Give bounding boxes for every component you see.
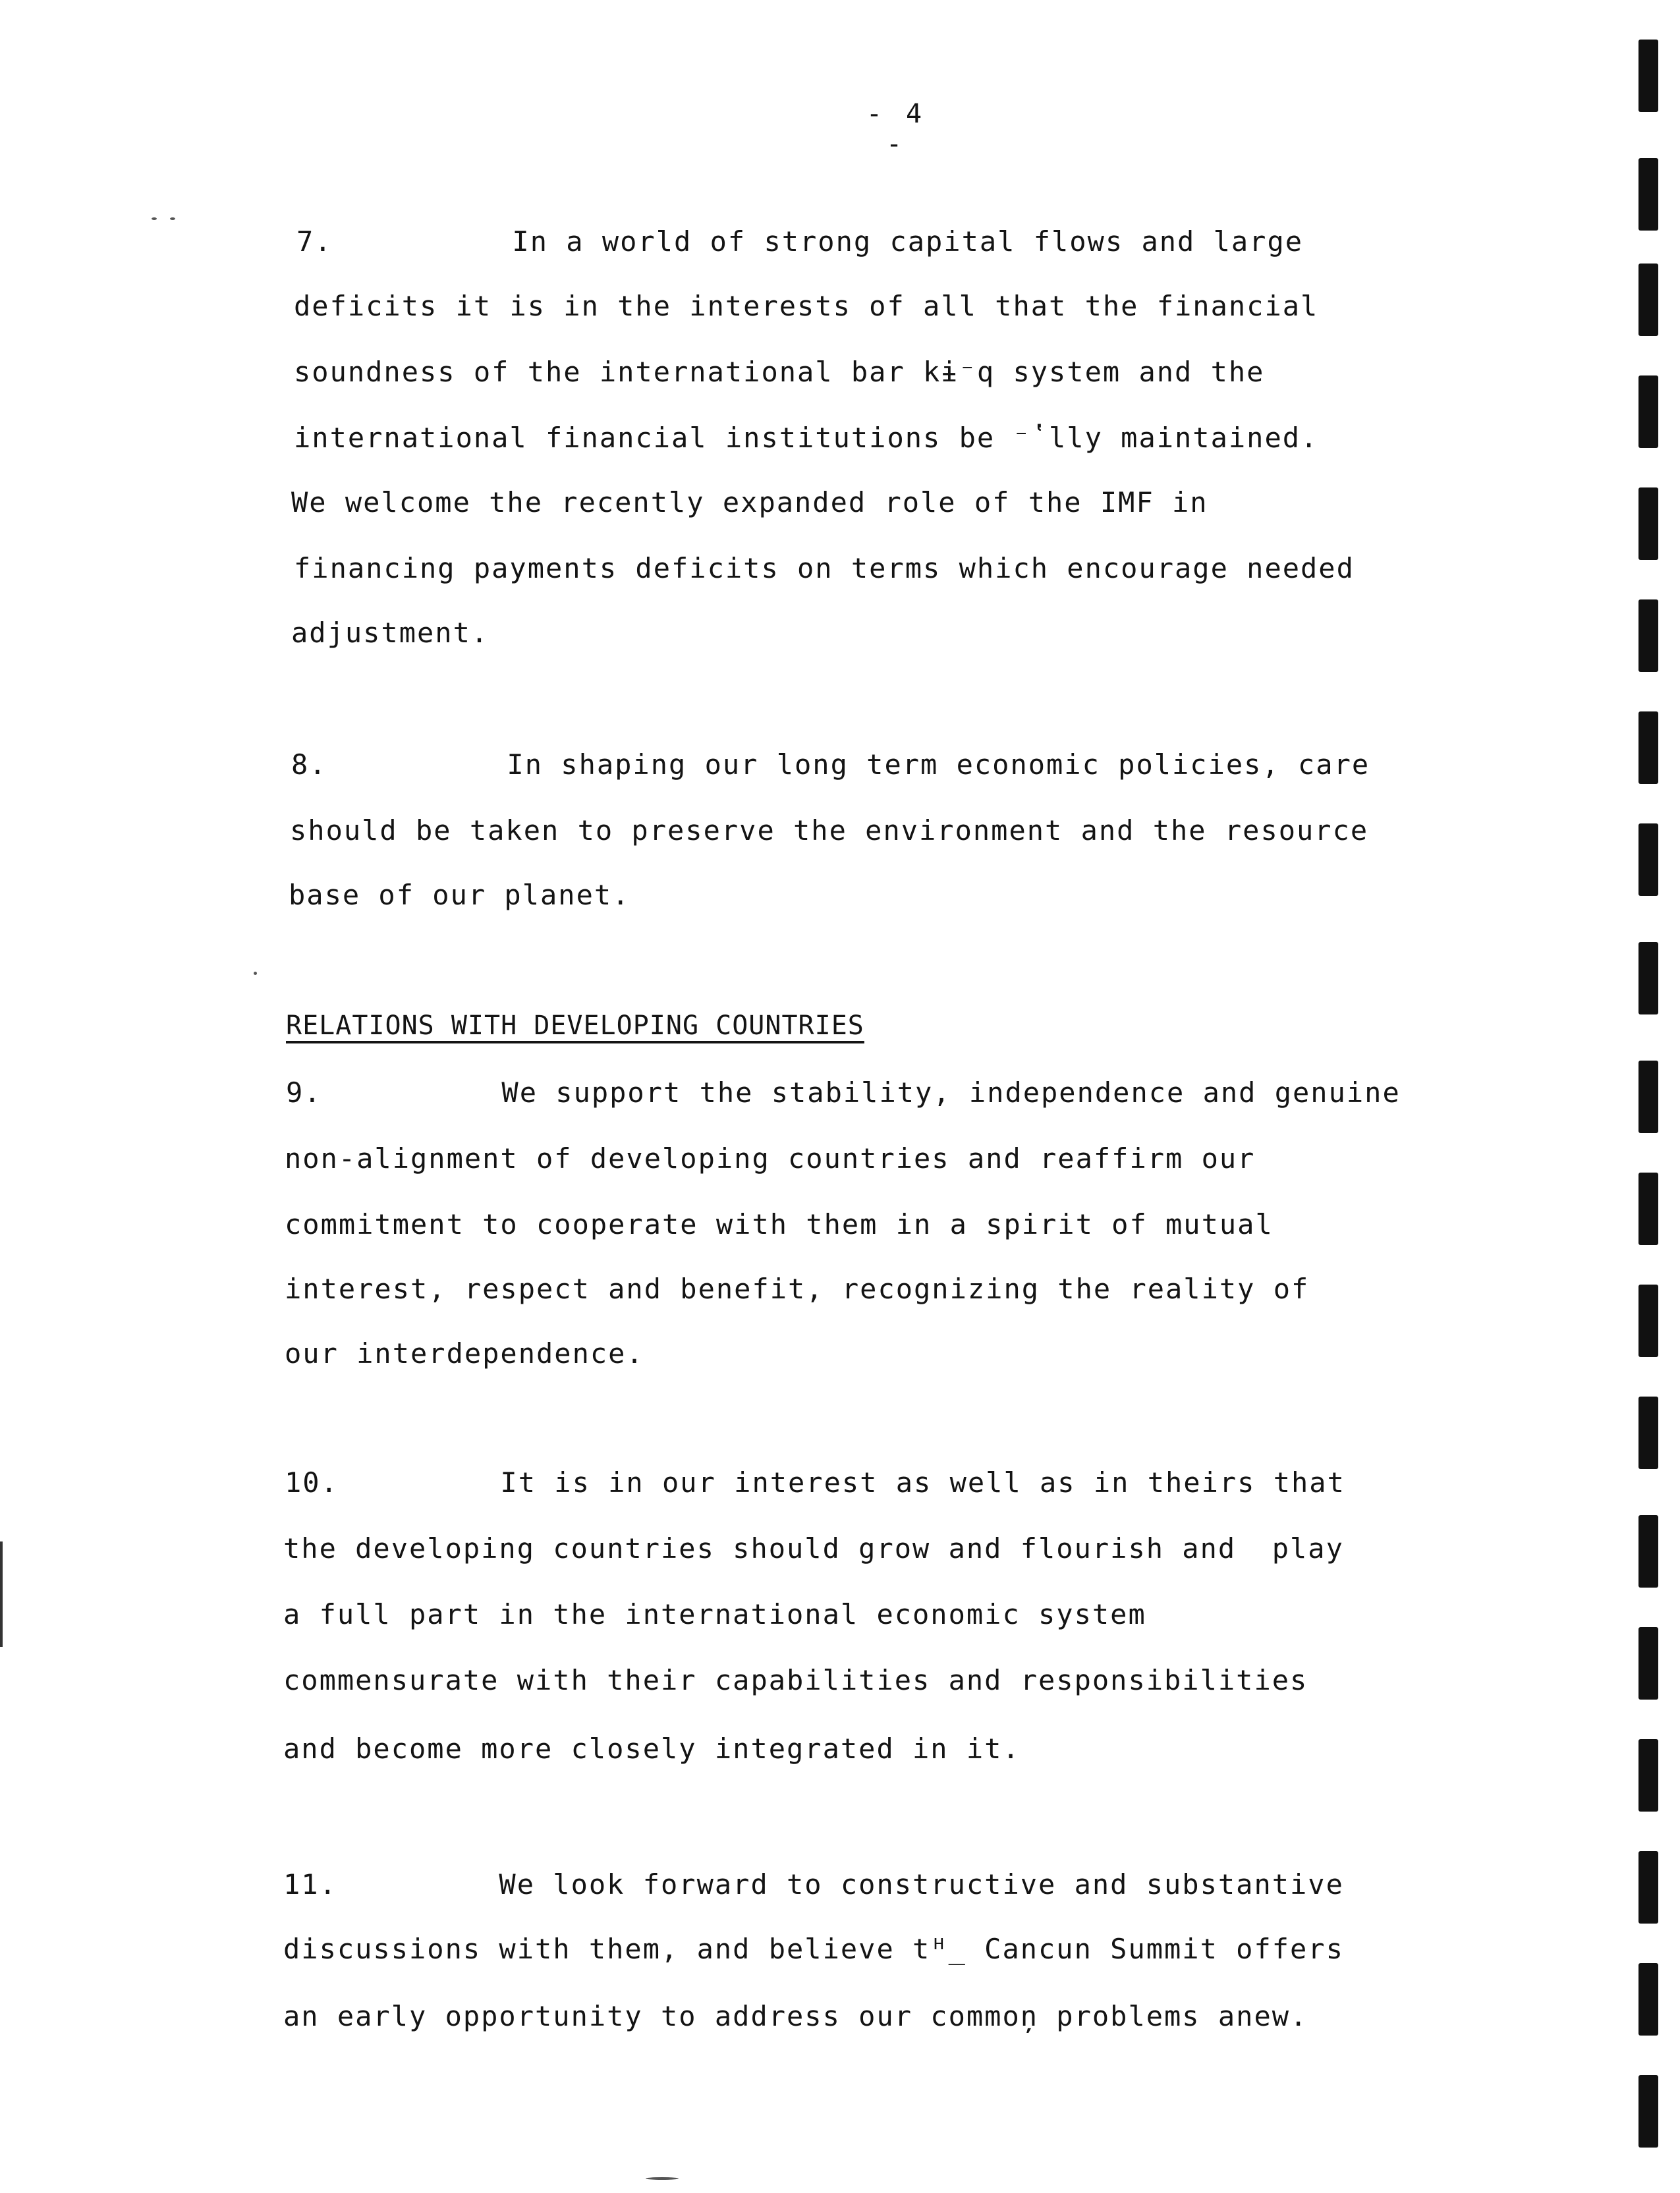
paragraph-line: commitment to cooperate with them in a spirit of mutual bbox=[285, 1208, 1274, 1240]
paragraph-line: 9. We support the stability, independence and genuine bbox=[286, 1076, 1401, 1109]
margin-bar bbox=[1638, 2075, 1658, 2148]
paragraph-line: interest, respect and benefit, recognizing the reality of bbox=[285, 1273, 1310, 1305]
paragraph-line: 11. We look forward to constructive and substantive bbox=[283, 1868, 1344, 1901]
scan-edge-artifact bbox=[0, 1541, 3, 1647]
margin-bar bbox=[1638, 823, 1658, 896]
margin-bar bbox=[1638, 1397, 1658, 1469]
section-heading: RELATIONS WITH DEVELOPING COUNTRIES bbox=[286, 1011, 864, 1041]
paragraph-line: our interdependence. bbox=[285, 1337, 644, 1370]
margin-bar bbox=[1638, 487, 1658, 560]
margin-bar bbox=[1638, 711, 1658, 784]
margin-bar bbox=[1638, 158, 1658, 231]
margin-bar bbox=[1638, 1515, 1658, 1588]
margin-bar bbox=[1638, 375, 1658, 448]
margin-bar bbox=[1638, 1739, 1658, 1812]
margin-bar bbox=[1638, 40, 1658, 112]
margin-bar bbox=[1638, 1061, 1658, 1133]
paragraph-line: 7. In a world of strong capital flows and large bbox=[296, 225, 1304, 258]
margin-bar bbox=[1638, 1285, 1658, 1357]
paragraph-line: deficits it is in the interests of all that the financial bbox=[294, 290, 1319, 322]
paragraph-line: non-alignment of developing countries and reaffirm our bbox=[285, 1142, 1256, 1175]
paragraph-line: international financial institutions be ⁻ʽlly maintained. bbox=[294, 422, 1319, 454]
paragraph-line: soundness of the international bar kɨ⁻q system and the bbox=[294, 356, 1265, 388]
paragraph-line: 8. In shaping our long term economic policies, care bbox=[291, 748, 1370, 781]
paragraph-line: a full part in the international economic system bbox=[283, 1598, 1146, 1630]
paragraph-line: adjustment. bbox=[291, 617, 490, 649]
paragraph-line: 10. It is in our interest as well as in theirs that bbox=[285, 1466, 1345, 1499]
paragraph-line: base of our planet. bbox=[289, 879, 630, 911]
paragraph-line: financing payments deficits on terms which encourage needed bbox=[294, 552, 1355, 584]
scan-speck bbox=[254, 972, 257, 975]
scan-speck bbox=[170, 217, 175, 220]
margin-bar bbox=[1638, 264, 1658, 336]
scan-speck bbox=[152, 217, 157, 220]
margin-bar bbox=[1638, 1963, 1658, 2036]
page-number: - 4 - bbox=[866, 99, 926, 159]
paragraph-line: We welcome the recently expanded role of the IMF in bbox=[291, 486, 1208, 518]
scan-speck bbox=[646, 2177, 679, 2180]
margin-bar bbox=[1638, 1851, 1658, 1924]
margin-bar bbox=[1638, 1627, 1658, 1700]
paragraph-line: discussions with them, and believe tᴴ_ Cancun Summit offers bbox=[283, 1933, 1344, 1965]
margin-bar bbox=[1638, 1173, 1658, 1245]
paragraph-line: the developing countries should grow and flourish and play bbox=[283, 1532, 1344, 1565]
paragraph-line: should be taken to preserve the environment and the resource bbox=[290, 814, 1369, 847]
paragraph-line: an early opportunity to address our commoņ problems anew. bbox=[283, 2000, 1308, 2032]
paragraph-line: and become more closely integrated in it. bbox=[283, 1733, 1021, 1765]
paragraph-line: commensurate with their capabilities and responsibilities bbox=[283, 1664, 1308, 1696]
margin-bar bbox=[1638, 599, 1658, 672]
margin-bar bbox=[1638, 942, 1658, 1014]
